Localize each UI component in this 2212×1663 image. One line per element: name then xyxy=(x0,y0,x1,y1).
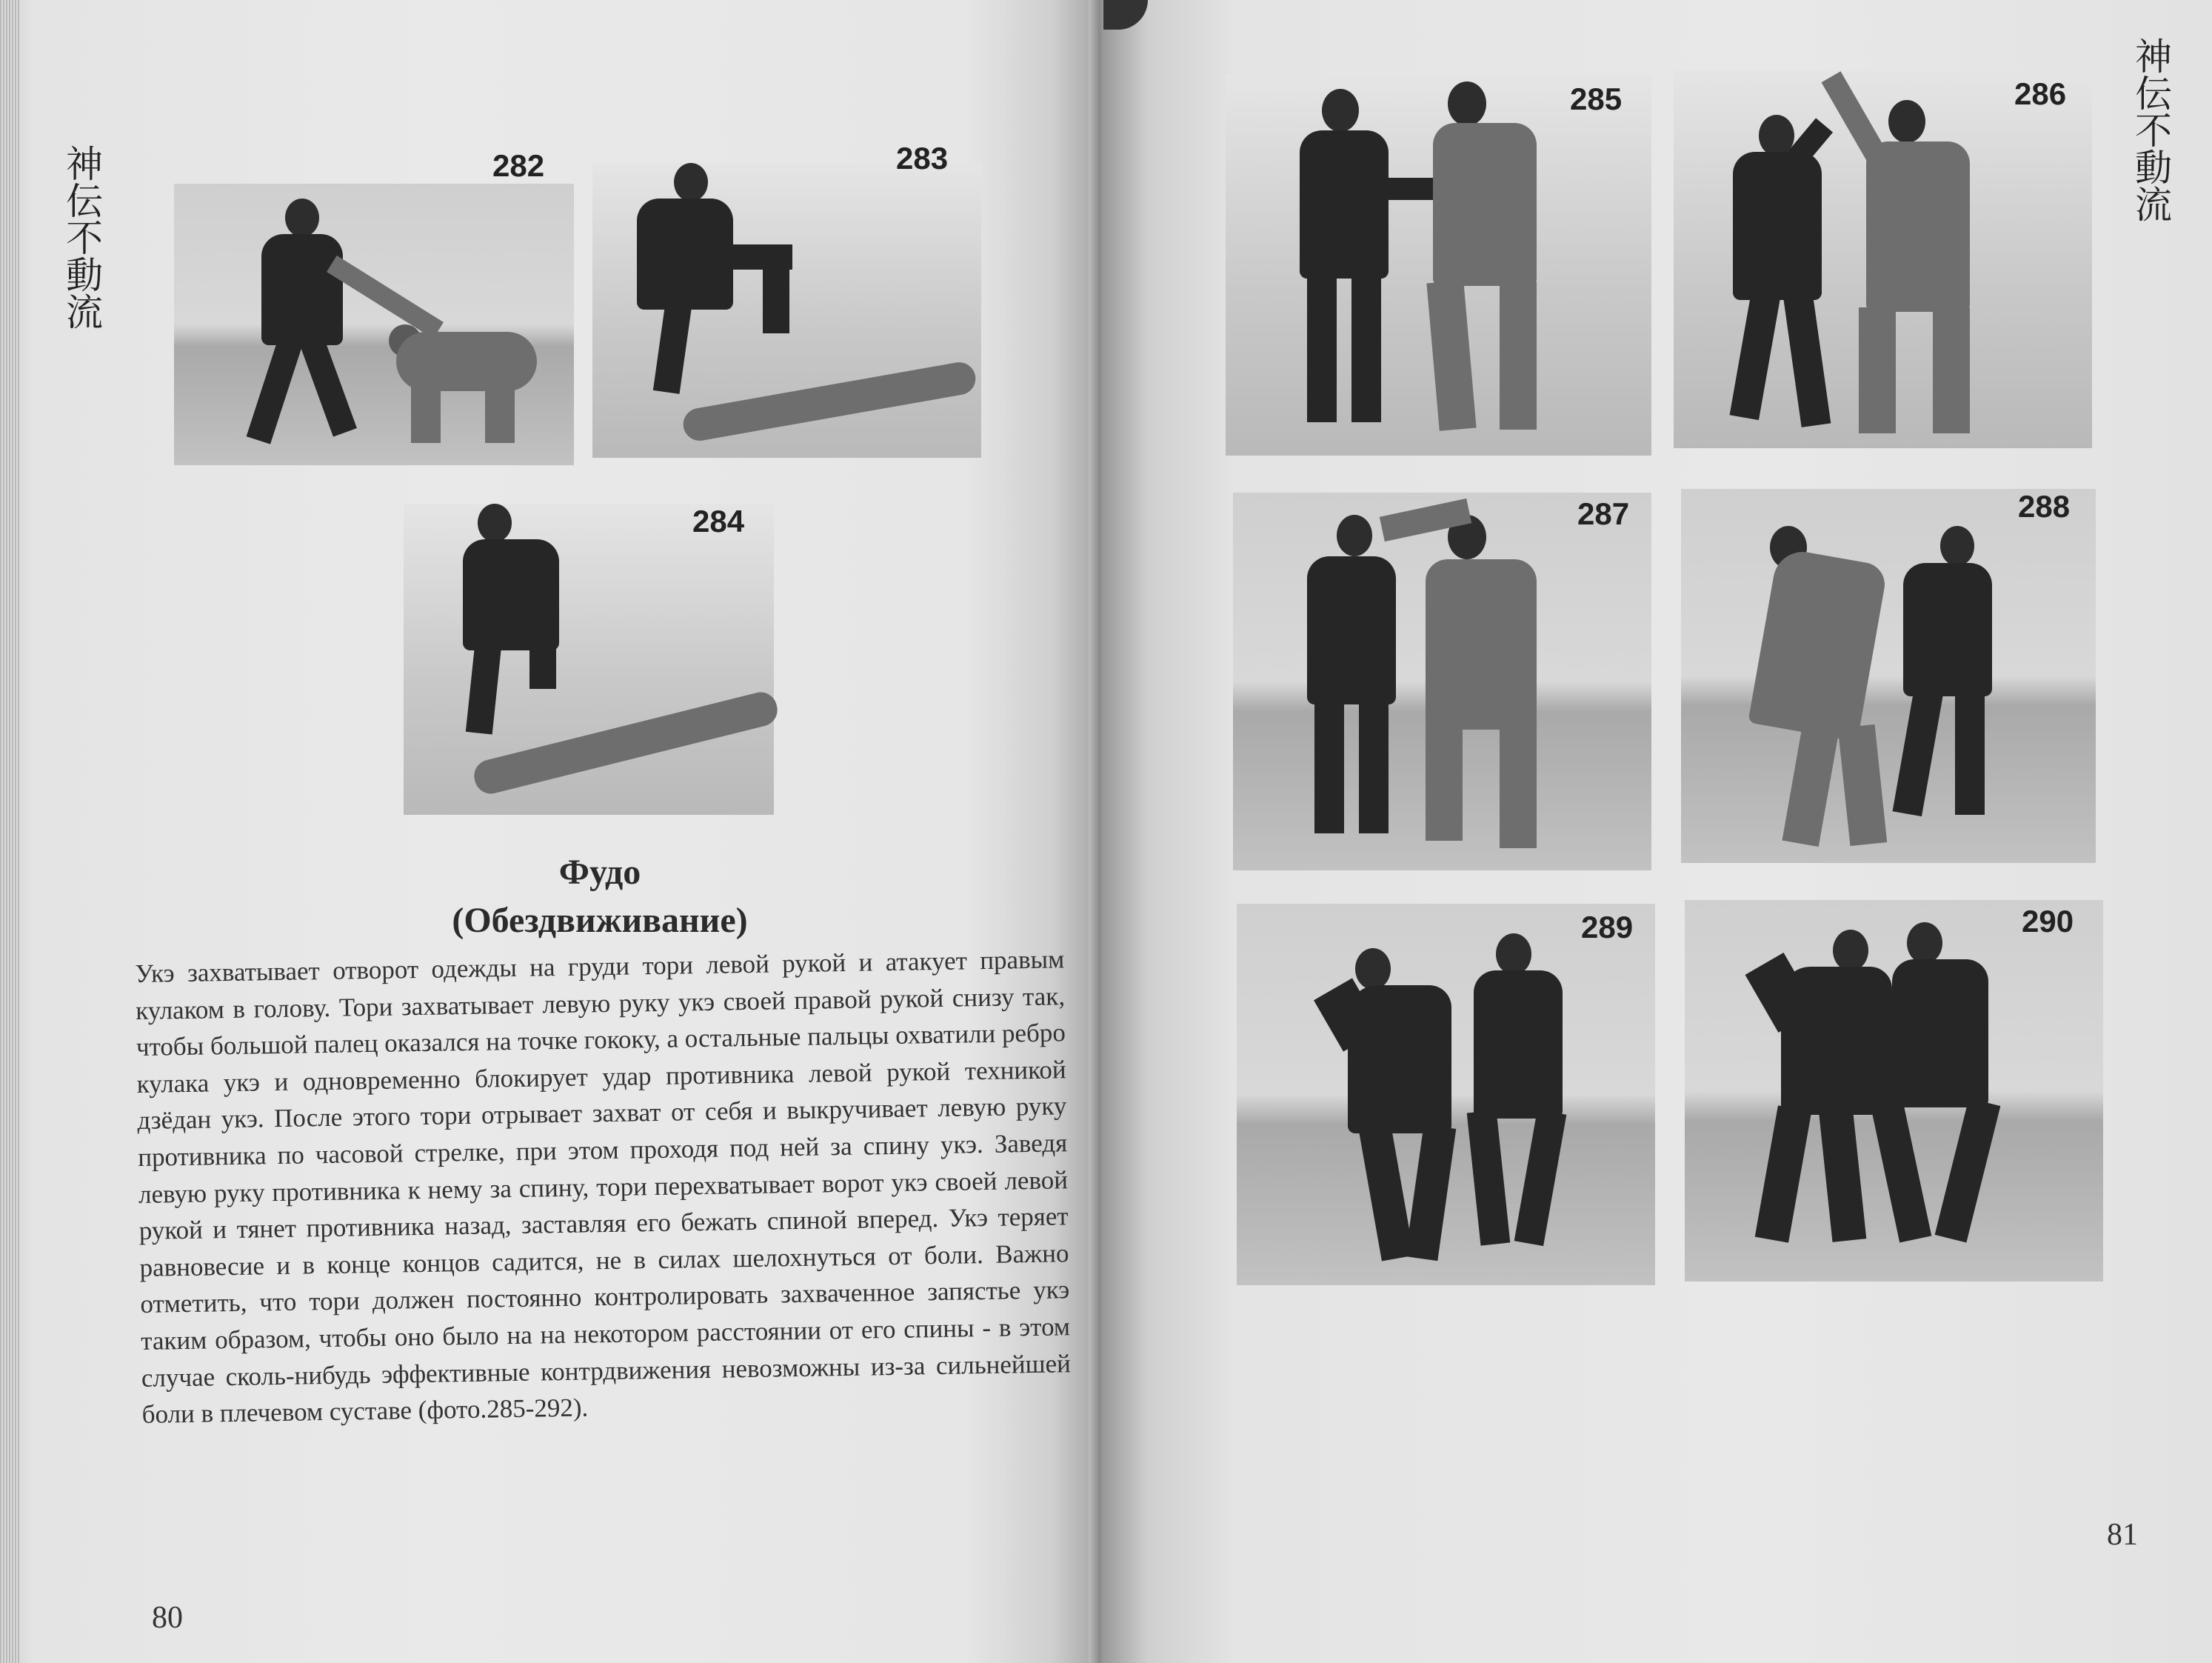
figure-label-284: 284 xyxy=(692,504,745,539)
photo-286 xyxy=(1674,70,2092,448)
photo-290 xyxy=(1685,900,2103,1282)
left-page xyxy=(0,0,1096,1663)
figure-label-286: 286 xyxy=(2014,76,2067,111)
figure-label-290: 290 xyxy=(2022,904,2074,939)
figure-label-287: 287 xyxy=(1577,496,1630,531)
photo-284 xyxy=(404,504,774,815)
section-subtitle: (Обездвиживание) xyxy=(452,901,748,940)
figure-label-289: 289 xyxy=(1581,910,1634,944)
section-title: Фудо xyxy=(558,853,641,892)
gutter-shadow xyxy=(1103,0,1148,30)
photo-285 xyxy=(1226,74,1651,456)
figure-label-283: 283 xyxy=(896,141,949,176)
photo-283 xyxy=(592,163,981,458)
page-edge xyxy=(0,0,19,1663)
photo-288 xyxy=(1681,489,2096,863)
figure-label-288: 288 xyxy=(2018,489,2071,524)
page-number-right: 81 xyxy=(2107,1518,2138,1552)
body-paragraph: Укэ захватывает отворот одежды на груди тори левой рукой и атакует правым кулаком в голову. Тори захватывает левую руку укэ своей правой рукой снизу так, чтобы большой палец оказался на точке гококу, а остальные пальцы охватили ребро кулака укэ и одновременно блокирует удар противника левой рукой техникой дзёдан укэ. После этого тори отрывает захват от себя и выкручивает левую руку противника по часовой стрелке, при этом проходя под ней за спину укэ. Заведя левую руку противника к нему за спину, тори перехватывает ворот укэ своей левой рукой и тянет противника назад, заставляя его бежать спиной вперед. Укэ теряет равновесие и в конце концов садится, не в силах шелохнуться от боли. Важно отметить, что тори должен постоянно контролировать захваченное запястье укэ таким образом, чтобы оно было на на некотором расстоянии от его спины - в этом случае сколь-нибудь эффективные контрдвижения невозможны из-за сильнейшей боли в плечевом суставе (фото.285-292). xyxy=(135,944,1072,1430)
photo-289 xyxy=(1237,904,1655,1285)
right-page xyxy=(1103,0,2212,1663)
side-kanji-right: 神伝不動流 xyxy=(2129,37,2172,222)
photo-287 xyxy=(1233,493,1651,870)
photo-282 xyxy=(174,184,574,465)
side-kanji-left: 神伝不動流 xyxy=(60,144,103,330)
figure-label-285: 285 xyxy=(1570,81,1623,116)
page-number-left: 80 xyxy=(152,1601,183,1635)
figure-label-282: 282 xyxy=(492,148,545,183)
